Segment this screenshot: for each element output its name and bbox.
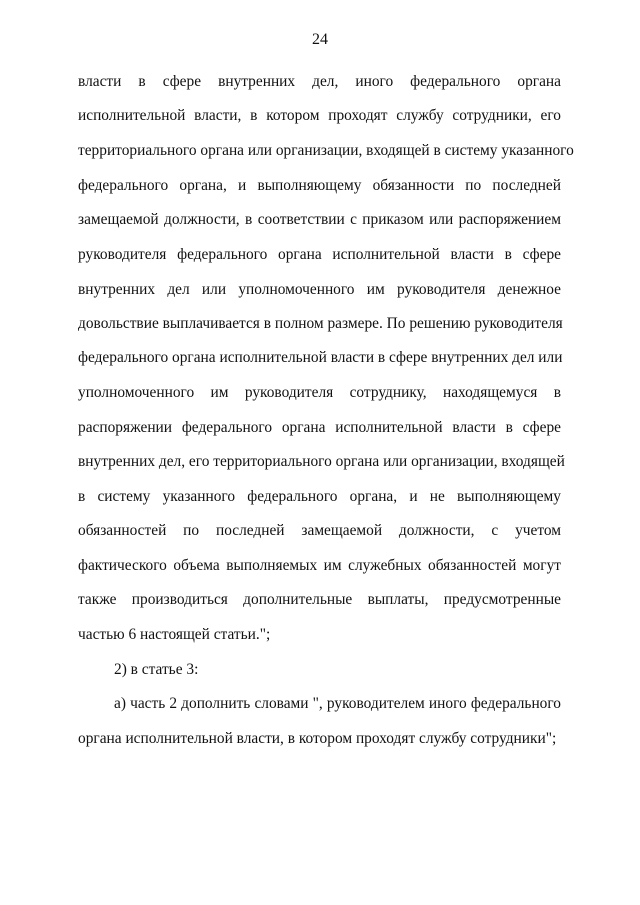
text-line-8: довольствие выплачивается в полном размере. По решению руководителя (78, 315, 563, 332)
text-line-12: внутренних дел, его территориального органа или организации, входящей (78, 453, 565, 470)
text-line-16: также производиться дополнительные выплаты, предусмотренные (78, 591, 561, 608)
text-line-14: обязанностей по последней замещаемой должности, с учетом (78, 522, 561, 539)
text-line-2: исполнительной власти, в котором проходят службу сотрудники, его (78, 107, 561, 124)
text-line-10: уполномоченного им руководителя сотруднику, находящемуся в (78, 384, 561, 401)
list-item-a-line-2: органа исполнительной власти, в котором проходят службу сотрудники"; (78, 730, 557, 747)
text-line-4: федерального органа, и выполняющему обязанности по последней (78, 177, 561, 194)
text-line-1: власти в сфере внутренних дел, иного федерального органа (78, 73, 561, 90)
list-item-a-line-1: а) часть 2 дополнить словами ", руководителем иного федерального (114, 695, 561, 712)
text-line-13: в систему указанного федерального органа, и не выполняющему (78, 488, 561, 505)
text-line-9: федерального органа исполнительной власти в сфере внутренних дел или (78, 349, 563, 366)
text-line-5: замещаемой должности, в соответствии с приказом или распоряжением (78, 211, 561, 228)
text-line-7: внутренних дел или уполномоченного им руководителя денежное (78, 281, 561, 298)
text-line-11: распоряжении федерального органа исполнительной власти в сфере (78, 419, 561, 436)
text-line-6: руководителя федерального органа исполнительной власти в сфере (78, 246, 561, 263)
text-line-15: фактического объема выполняемых им служебных обязанностей могут (78, 557, 561, 574)
page-number: 24 (312, 31, 328, 48)
text-line-17: частью 6 настоящей статьи."; (78, 626, 271, 643)
text-line-3: территориального органа или организации, входящей в систему указанного (78, 142, 574, 159)
list-item-2: 2) в статье 3: (114, 661, 199, 678)
